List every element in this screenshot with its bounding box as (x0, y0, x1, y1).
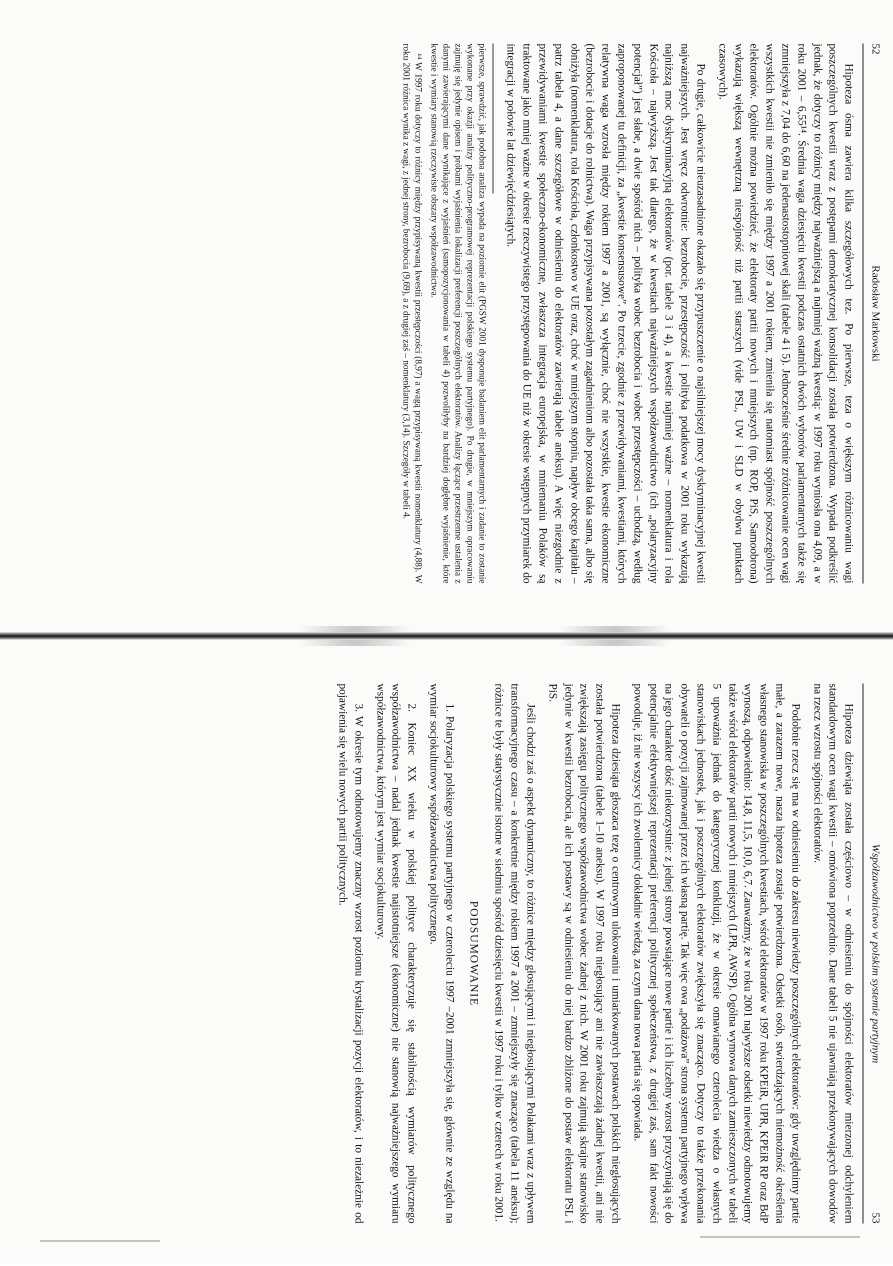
running-head-author: Radosław Markowski (867, 74, 883, 554)
book-spine-shadow (0, 632, 893, 640)
footnote: pierwsze, sprawdzić, jak podobna analiza wypada na poziomie elit (PGSW 2001 dysponuje badaniem elit parlamentarnych i zadanie to zostanie wykonane przy okazji analizy polityczno-programowej reprezentacji polskiego systemu partyjnego). Po drugie, w mniejszym opracowaniu zajmuję się jedynie opisem i próbami wyjaśnienia lokalizacji preferencji poszczególnych elektoratów. Analizy łączące przestrzenne ustalenia z danymi zawierającymi dane wynikające z wyjaśnień (samopozycjonowania w tabeli 4) pozwoliłyby na bardziej dogłębne wyjaśnienie, które kwestie i wymiary stanowią rzeczywiste obszary współzawodnictwa. (428, 44, 488, 584)
running-head-title: Współzawodnictwo w polskim systemie partyjnym (867, 714, 883, 1194)
page-53-content (0, 664, 893, 1244)
section-title: PODSUMOWANIE (464, 684, 480, 1224)
paragraph: Po drugie, całkowicie nieuzasadnione okazało się przypuszczenie o najsilniejszej mocy dyskryminacyjnej kwestii najważniejszych. Jest wręcz odwrotnie: bezrobocie, przestępczość i polityka podatkowa w 2001 roku wykazują najniższą moc dyskryminacyjną elektoratów (por. tabele 3 i 4), a kwestie najmniej ważne – nomenklatura i rola Kościoła – najwyższą. Jest tak dlatego, że w kwestiach najważniejszych współzawodnictwo (ich „polaryzacyjny potencjał”) jest słabe, a dwie spośród nich – polityka wobec bezrobocia i wobec przestępczości – uchodzą, według zaproponowanej tu definicji, za „kwestie konsensusowe”. Po trzecie, zgodnie z przewidywaniami, kwestiami, których relatywna waga wzrosła między rokiem 1997 a 2001, są wyłącznie, choć nie wszystkie, kwestie ekonomiczne (bezrobocie i dotacje do rolnictwa). Waga przypisywana pozostałym zagadnieniom albo pozostała taka sama, albo się obniżyła (nomenklatura, rola Kościoła, członkostwo w UE oraz, choć w mniejszym stopniu, napływ obcego kapitału – patrz tabela 4, a dane szczegółowe w odniesieniu do elektoratów zawierają tabele aneksu). A więc niezgodnie z przewidywaniami kwestie społeczno-ekonomiczne, zwłaszcza integracja europejska, w mniemaniu Polaków są traktowane jako mniej ważne w okresie rzeczywistego przystępowania do UE niż w okresie wstępnych przymiarek do integracji w połowie lat dziewięćdziesiątych. (502, 44, 707, 584)
page-number: 52 (867, 44, 883, 74)
paragraph: Hipoteza dziewiąta została częściowo – w odniesieniu do spójności elektoratów mierzonej odchyleniem standardowym ocen wagi kwestii – omówiona poprzednio. Dane tabeli 5 nie ujawniają przekonywających dowodów na rzecz wzrostu spójności elektoratów. (808, 684, 855, 1224)
paragraph: Hipoteza ósma zawiera kilka szczegółowych tez. Po pierwsze, teza o większym różnicowaniu wagi poszczególnych kwestii wraz z postępami demokratycznej konsolidacji została potwierdzona. Wypada podkreślić jednak, że dotyczy to różnicy między najważniejszą a najmniej ważną kwestią: w 1997 roku wyniosła ona 4,09, a w roku 2001 – 6,55¹⁴. Średnia waga dziesięciu kwestii podczas ostatnich dwóch wyborów parlamentarnych także się zmniejszyła z 7,04 do 6,60 na jedenastostopniowej skali (tabele 4 i 5). Jednocześnie średnie zróżnicowanie ocen wagi wszystkich kwestii nie zmieniło się między 1997 a 2001 rokiem, zmieniła się natomiast spójność poszczególnych elektoratów. Ogólnie można powiedzieć, że elektoraty partii nowych i mniejszych (np. ROP, PiS, Samoobrona) wykazują większą wewnętrzną niespójność niż partii starszych (vide PSL, UW i SLD w obydwu punktach czasowych). (714, 44, 856, 584)
page-53 (0, 640, 893, 1266)
scan-noise (40, 1240, 160, 1242)
summary-point: 2. Koniec XX wieku w polskiej polityce charakteryzuje się stabilnością wymiarów politycznego współzawodnictwa – nadal jednak kwestie najistotniejsze (ekonomiczne) nie stanowią najważniejszego wymiaru współzawodnictwa, którym jest wymiar socjokulturowy. (371, 684, 418, 1224)
running-head (863, 44, 883, 584)
page-number: 53 (867, 1194, 883, 1224)
paragraph: Podobnie rzecz się ma w odniesieniu do zakresu niewiedzy poszczególnych elektoratów: gdy uwzględnimy partie małe, a zarazem nowe, nasza hipoteza zostaje potwierdzona. Odsetki osób, stwierdzających niemożność określenia własnego stanowiska w poszczególnych kwestiach, wśród elektoratów w 1997 roku KPEiR, UPR, KPEiR RP oraz BdP wynoszą, odpowiednio: 14,8, 11,5, 10,0, 6,7. Zauważmy, że w roku 2001 najwyższe odsetki niewiedzy odnotowujemy także wśród elektoratów partii nowych i mniejszych (LPR, AWSP). Ogólna wymowa danych zamieszczonych w tabeli 5 upoważnia jednak do kategorycznej konkluzji, że w okresie omawianego czterolecia wiedza o własnych stanowiskach jednostek, jak i poszczególnych elektoratów zwiększyła się znacząco. Dotyczy to także przekonania obywateli o pozycji zajmowanej przez ich własną partię. Tak więc owa „podażowa” strona systemu partyjnego wpływa na jego charakter dość niekorzystnie: z jednej strony powstające nowe partie i ich liczebny wzrost przyczyniają się do potencjalnie efektywniejszej reprezentacji preferencji politycznej społeczeństwa, z drugiej zaś, sam fakt nowości powoduje, iż nie wszyscy ich zwolennicy dokładnie wiedzą, za czym dana nowa partia się opowiada. (629, 684, 803, 1224)
scan-noise (700, 1236, 860, 1238)
page-52-content (0, 24, 893, 604)
paragraph: Jeśli chodzi zaś o aspekt dynamiczny, to różnice między głosującymi i niegłosującymi Polakami wraz z upływem transformacyjnego czasu – a konkretnie między rokiem 1997 a 2001 – zmniejszyły się znacząco (tabela 11 aneksu); różnice te były statystycznie istotne w siedmiu spośród dziesięciu kwestii w 1997 roku i tylko w czterech w roku 2001. (490, 684, 537, 1224)
page-52 (0, 0, 893, 626)
paragraph: Hipoteza dziesiąta głoszaca tezę o centrowym ulokowaniu i umiarkowanych postawach polskich niegłosujących została potwierdzona (tabele 1–10 aneksu). W 1997 roku niegłosujący ani nie zawłaszczają żadnej kwestii, ani nie zwiększają zasięgu politycznego współzawodnictwa wobec żadnej z nich. W 2001 roku zajmują skrajne stanowisko jedynie w kwestii bezrobocia, ale ich postawy są w odniesieniu do niej bardzo zbliżone do postaw elektoratu PSL i PiS. (544, 684, 623, 1224)
summary-point: 1. Polaryzacja polskiego systemu partyjnego w czteroleciu 1997 –2001 zmniejszyła się, głównie ze względu na wymiar socjokulturowy współzawodnictwa politycznego. (425, 684, 457, 1224)
footnote: ¹⁴ W 1997 roku dotyczy to różnicy między przypisywaną kwestii przestępczości (8,97) a wagą przypisywaną kwestii nomenklatury (4,88). W roku 2001 różnica wynika z wagi, z jednej strony, bezrobocia (9,69), a z drugiej zaś – nomenklatury (3,14). Szczegóły w tabeli 4. (400, 44, 424, 584)
footnote-rule (492, 44, 493, 194)
summary-point: 3. W okresie tym odnotowujemy znaczny wzrost poziomu krystalizacji pozycji elektoratów, i to niezależnie od pojawienia się wielu nowych partii politycznych. (334, 684, 366, 1224)
running-head (863, 684, 883, 1224)
